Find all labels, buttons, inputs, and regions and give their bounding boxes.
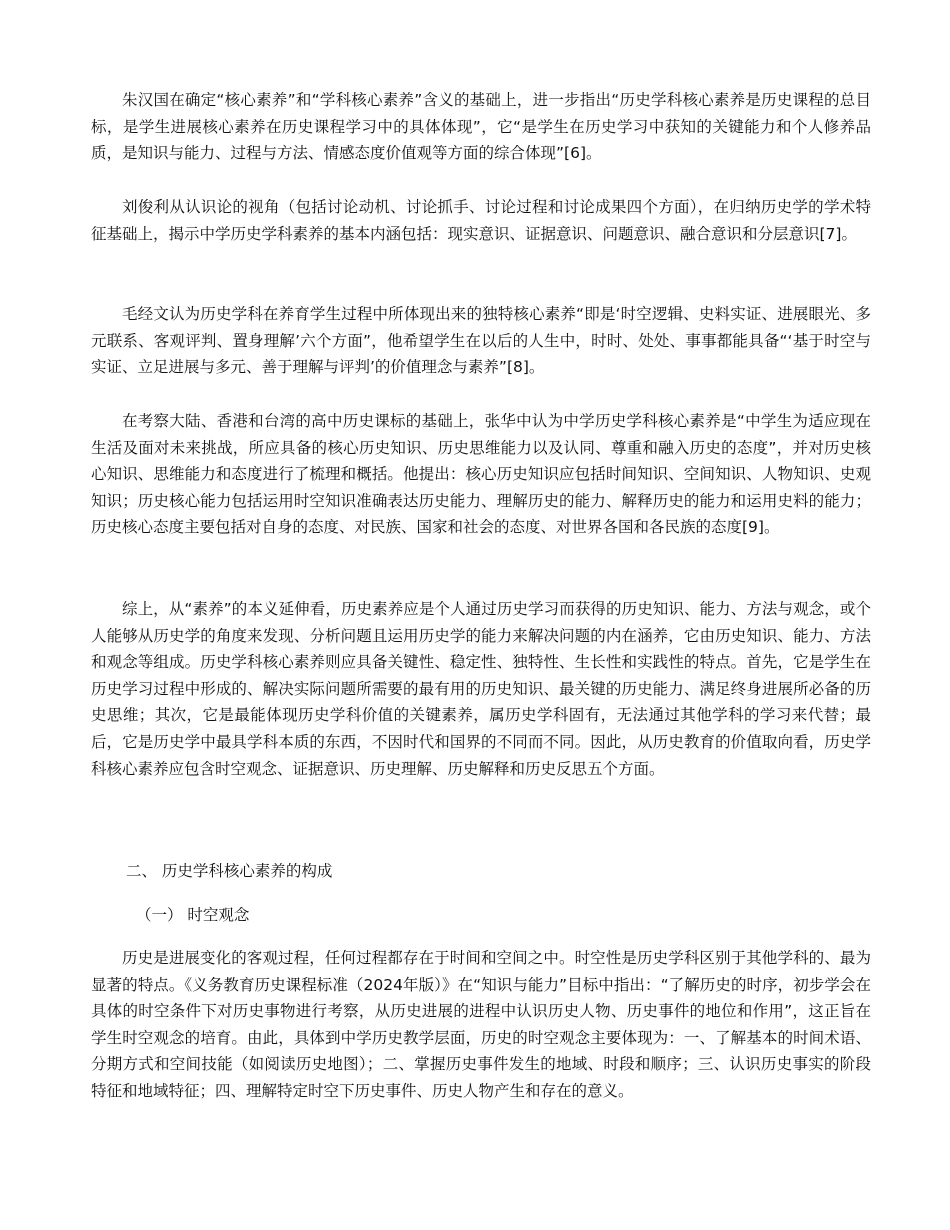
paragraph-spacetime-concept: 历史是进展变化的客观过程，任何过程都存在于时间和空间之中。时空性是历史学科区别于其他学科的、最为显著的特点。《义务教育历史课程标准（2024年版）》在“知识与能力”目标中指出：“了解历史的时序，初步学会在具体的时空条件下对历史事物进行考察，从历史进展的进程中认识历史人物、历史事件的地位和作用”，这正旨在学生时空观念的培育。由此，具体到中学历史教学层面，历史的时空观念主要体现为：一、了解基本的时间术语、分期方式和空间技能（如阅读历史地图）；二、掌握历史事件发生的地域、时段和顺序；三、认识历史事实的阶段特征和地域特征；四、理解特定时空下历史事件、历史人物产生和存在的意义。 [91, 949, 871, 1100]
paragraph-zhu-hanguo: 朱汉国在确定“核心素养”和“学科核心素养”含义的基础上，进一步指出“历史学科核心素养是历史课程的总目标，是学生进展核心素养在历史课程学习中的具体体现”，它“是学生在历史学习中获知的关键能力和个人修养品质，是知识与能力、过程与方法、情感态度价值观等方面的综合体现”[6]。 [91, 91, 871, 163]
section-heading: 二、 历史学科核心素养的构成 [126, 862, 333, 880]
subsection-heading: （一） 时空观念 [136, 906, 250, 924]
paragraph-zhang-huazhong: 在考察大陆、香港和台湾的高中历史课标的基础上，张华中认为中学历史学科核心素养是“中学生为适应现在生活及面对未来挑战，所应具备的核心历史知识、历史思维能力以及认同、尊重和融入历史的态度”，并对历史核心知识、思维能力和态度进行了梳理和概括。他提出：核心历史知识应包括时间知识、空间知识、人物知识、史观知识；历史核心能力包括运用时空知识准确表达历史能力、理解历史的能力、解释历史的能力和运用史料的能力；历史核心态度主要包括对自身的态度、对民族、国家和社会的态度、对世界各国和各民族的态度[9]。 [91, 412, 871, 537]
paragraph-summary: 综上，从“素养”的本义延伸看，历史素养应是个人通过历史学习而获得的历史知识、能力、方法与观念，或个人能够从历史学的角度来发现、分析问题且运用历史学的能力来解决问题的内在涵养，它由历史知识、能力、方法和观念等组成。历史学科核心素养则应具备关键性、稳定性、独特性、生长性和实践性的特点。首先，它是学生在历史学习过程中形成的、解决实际问题所需要的最有用的历史知识、最关键的历史能力、满足终身进展所必备的历史思维；其次，它是最能体现历史学科价值的关键素养，属历史学科固有，无法通过其他学科的学习来代替；最后，它是历史学中最具学科本质的东西，不因时代和国界的不同而不同。因此，从历史教育的价值取向看，历史学科核心素养应包含时空观念、证据意识、历史理解、历史解释和历史反思五个方面。 [91, 600, 871, 778]
paragraph-mao-jingwen: 毛经文认为历史学科在养育学生过程中所体现出来的独特核心素养“即是‘时空逻辑、史料实证、进展眼光、多元联系、客观评判、置身理解’六个方面”，他希望学生在以后的人生中，时时、处处、事事都能具备“‘基于时空与实证、立足进展与多元、善于理解与评判’的价值理念与素养”[8]。 [91, 305, 871, 377]
paragraph-liu-junli: 刘俊利从认识论的视角（包括讨论动机、讨论抓手、讨论过程和讨论成果四个方面），在归纳历史学的学术特征基础上，揭示中学历史学科素养的基本内涵包括：现实意识、证据意识、问题意识、融合意识和分层意识[7]。 [91, 198, 871, 243]
